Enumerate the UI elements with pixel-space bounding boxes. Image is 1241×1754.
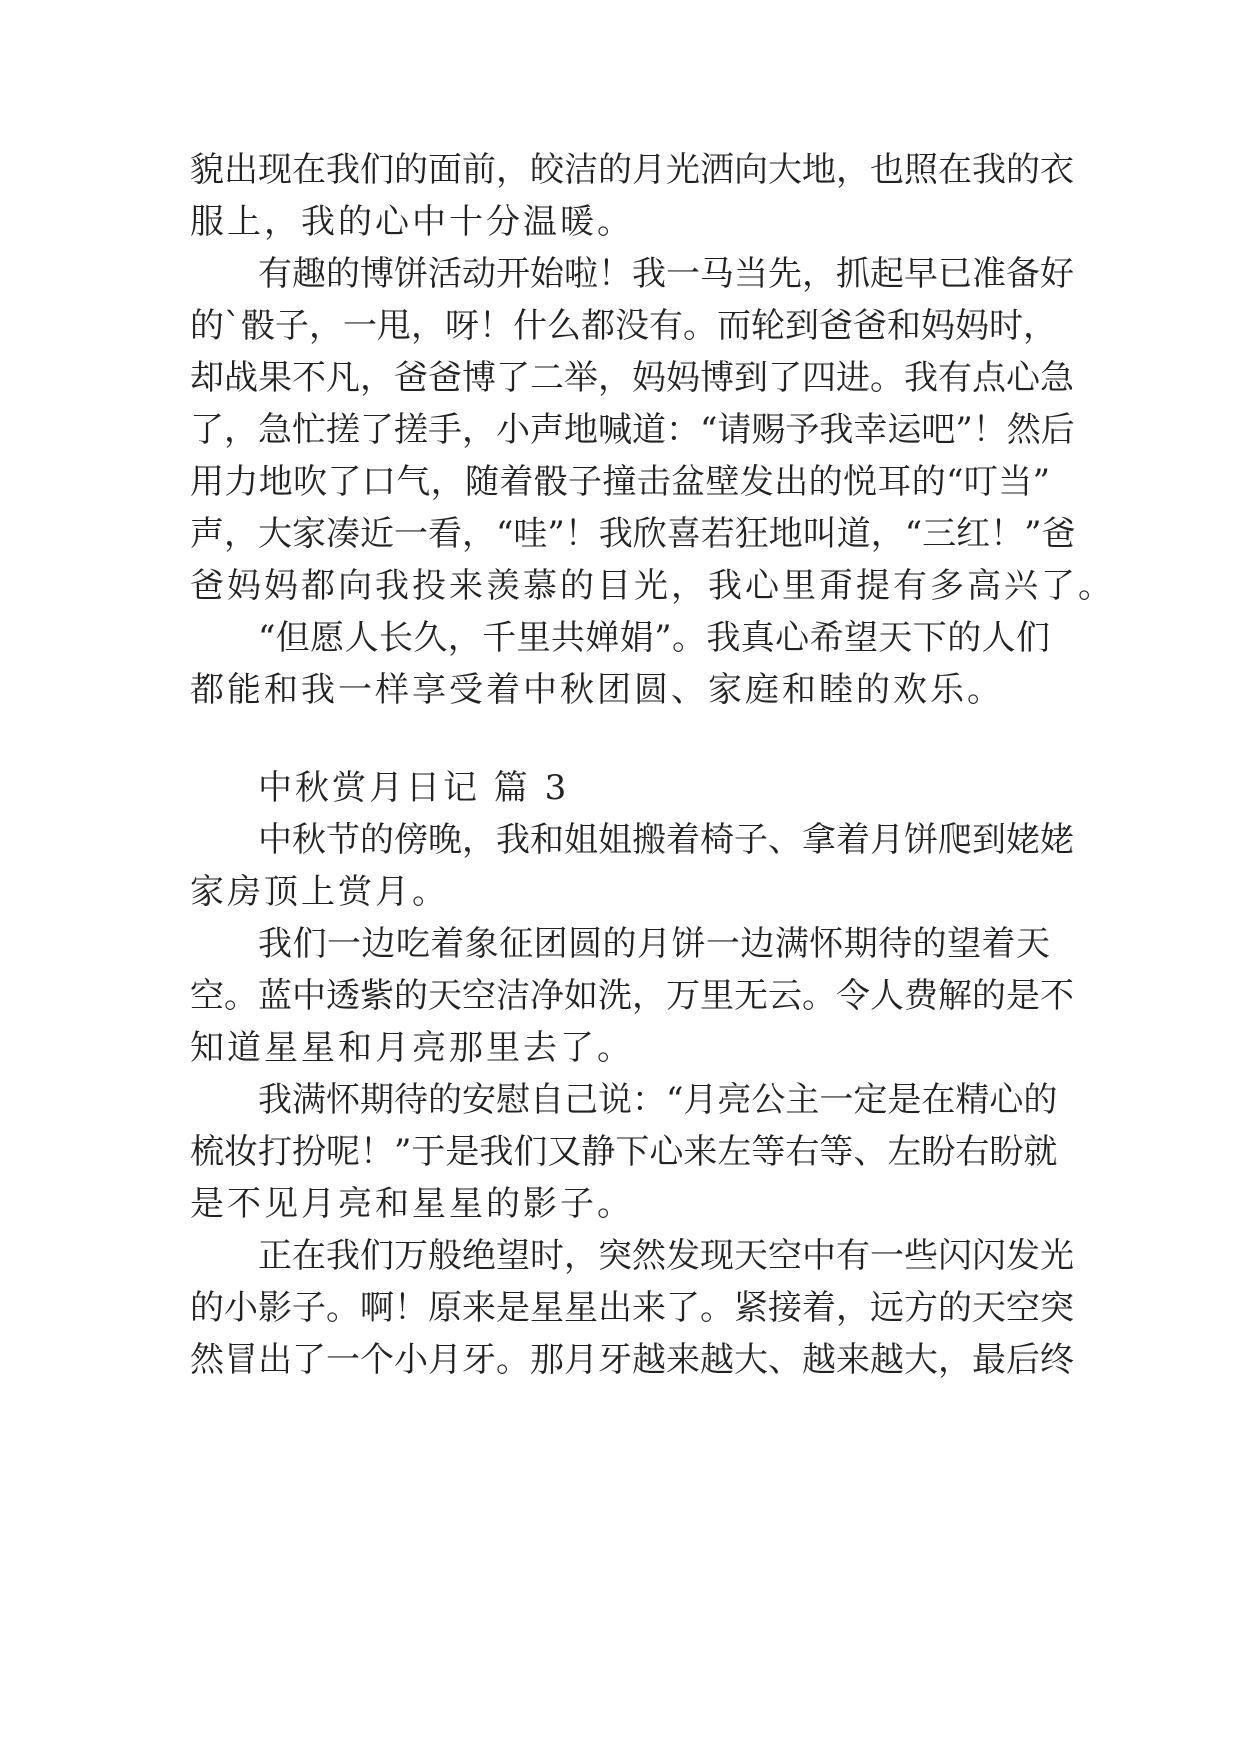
text-line-10: “但愿人长久，千里共婵娟”。我真心希望天下的人们 [258, 618, 1050, 658]
text-line-3: 有趣的博饼活动开始啦！我一马当先，抓起早已准备好 [258, 254, 1074, 294]
text-line-20: 是不见月亮和星星的影子。 [190, 1184, 634, 1224]
text-line-21: 正在我们万般绝望时，突然发现天空中有一些闪闪发光 [258, 1236, 1074, 1276]
text-line-6: 了，急忙搓了搓手，小声地喊道：“请赐予我幸运吧”！然后 [190, 410, 1075, 450]
text-line-9: 爸妈妈都向我投来羡慕的目光，我心里甭提有多高兴了。 [190, 566, 1115, 606]
text-line-19: 梳妆打扮呢！”于是我们又静下心来左等右等、左盼右盼就 [190, 1132, 1058, 1172]
text-line-13: 中秋节的傍晚，我和姐姐搬着椅子、拿着月饼爬到姥姥 [258, 820, 1074, 860]
text-line-4: 的`骰子，一甩，呀！什么都没有。而轮到爸爸和妈妈时， [190, 306, 1057, 346]
text-line-15: 我们一边吃着象征团圆的月饼一边满怀期待的望着天 [258, 924, 1050, 964]
text-line-14: 家房顶上赏月。 [190, 872, 449, 912]
text-line-17: 知道星星和月亮那里去了。 [190, 1028, 634, 1068]
text-line-23: 然冒出了一个小月牙。那月牙越来越大、越来越大，最后终 [190, 1340, 1074, 1380]
text-line-5: 却战果不凡，爸爸博了二举，妈妈博到了四进。我有点心急 [190, 358, 1074, 398]
text-line-2: 服上，我的心中十分温暖。 [190, 202, 634, 242]
text-line-22: 的小影子。啊！原来是星星出来了。紧接着，远方的天空突 [190, 1288, 1074, 1328]
section-heading: 中秋赏月日记 篇 3 [258, 768, 570, 808]
text-line-1: 貌出现在我们的面前，皎洁的月光洒向大地，也照在我的衣 [190, 150, 1074, 190]
text-line-7: 用力地吹了口气，随着骰子撞击盆壁发出的悦耳的“叮当” [190, 462, 1050, 502]
text-line-16: 空。蓝中透紫的天空洁净如洗，万里无云。令人费解的是不 [190, 976, 1074, 1016]
text-line-8: 声，大家凑近一看，“哇”！我欣喜若狂地叫道，“三红！”爸 [190, 514, 1076, 554]
text-line-18: 我满怀期待的安慰自己说：“月亮公主一定是在精心的 [258, 1080, 1058, 1120]
text-line-11: 都能和我一样享受着中秋团圆、家庭和睦的欢乐。 [190, 670, 1004, 710]
